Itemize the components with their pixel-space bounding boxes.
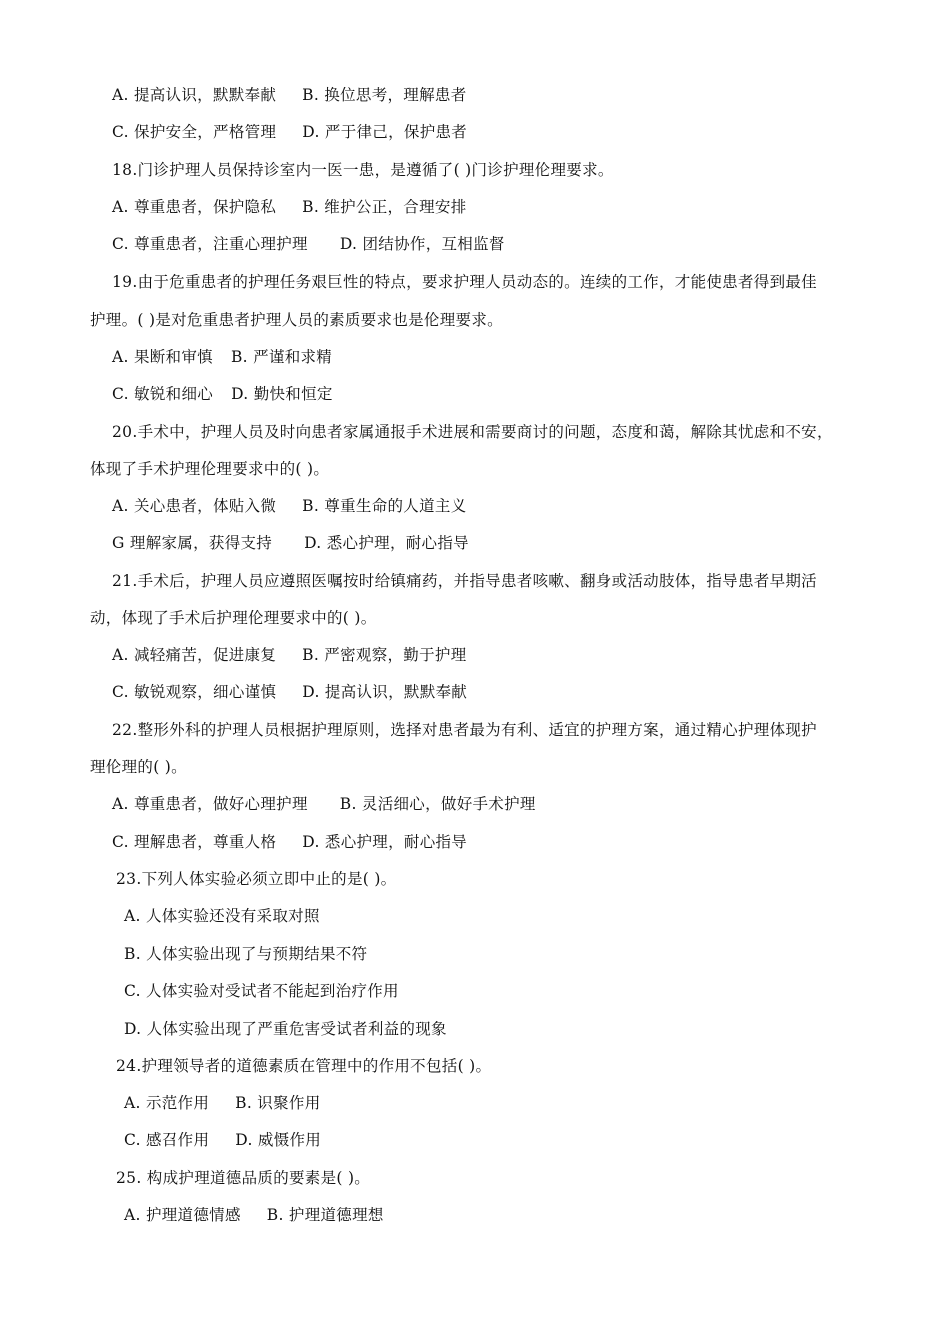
option-a: A. 尊重患者，保护隐私 xyxy=(112,198,277,216)
option-row xyxy=(112,681,467,703)
question-23-stem xyxy=(116,868,397,890)
option-row xyxy=(124,1204,384,1226)
option-a: A. 减轻痛苦，促进康复 xyxy=(112,646,277,664)
question-number: 19. xyxy=(112,273,138,291)
option-row xyxy=(112,495,467,517)
option-d: D. 严于律己，保护患者 xyxy=(302,123,468,141)
option-d: D. 悉心护理，耐心指导 xyxy=(304,534,469,552)
option-b: B. 灵活细心，做好手术护理 xyxy=(339,795,536,813)
option-a: A. 提高认识，默默奉献 xyxy=(112,86,277,104)
question-number: 18. xyxy=(112,161,138,179)
option-row xyxy=(124,943,367,965)
question-text: 动，体现了手术后护理伦理要求中的( )。 xyxy=(90,609,377,627)
option-d: D. 勤快和恒定 xyxy=(231,385,333,403)
question-21-stem xyxy=(112,570,817,592)
option-row xyxy=(112,793,536,815)
option-d: D. 人体实验出现了严重危害受试者利益的现象 xyxy=(124,1020,447,1038)
question-21-stem-cont xyxy=(90,607,377,629)
option-row xyxy=(112,121,467,143)
option-a: A. 果断和审慎 xyxy=(112,348,213,366)
option-b: B. 换位思考，理解患者 xyxy=(302,86,467,104)
question-22-stem-cont xyxy=(90,756,187,778)
option-row xyxy=(112,644,467,666)
question-number: 22. xyxy=(112,721,138,739)
option-b: B. 护理道德理想 xyxy=(266,1206,384,1224)
option-b: B. 严谨和求精 xyxy=(230,348,333,366)
question-number: 20. xyxy=(112,423,138,441)
option-row xyxy=(124,1129,321,1151)
question-text: 构成护理道德品质的要素是( )。 xyxy=(141,1169,371,1187)
option-c: C. 敏锐和细心 xyxy=(112,385,214,403)
question-text: 体现了手术护理伦理要求中的( )。 xyxy=(90,460,330,478)
option-c: G 理解家属，获得支持 xyxy=(112,534,273,552)
option-row xyxy=(124,980,399,1002)
question-22-stem xyxy=(112,719,817,741)
question-text: 理伦理的( )。 xyxy=(90,758,187,776)
option-a: A. 示范作用 xyxy=(124,1094,210,1112)
question-number: 23. xyxy=(116,870,142,888)
option-row xyxy=(112,233,505,255)
question-number: 21. xyxy=(112,572,138,590)
question-20-stem xyxy=(112,421,833,443)
option-c: C. 人体实验对受试者不能起到治疗作用 xyxy=(124,982,399,1000)
question-text: 手术中，护理人员及时向患者家属通报手术进展和需要商讨的问题，态度和蔼，解除其忧虑和不安， xyxy=(137,423,833,441)
option-b: B. 尊重生命的人道主义 xyxy=(302,497,467,515)
question-text: 门诊护理人员保持诊室内一医一患，是遵循了( )门诊护理伦理要求。 xyxy=(137,161,614,179)
option-d: D. 威慑作用 xyxy=(235,1131,322,1149)
option-row xyxy=(124,1092,321,1114)
question-18-stem xyxy=(112,159,614,181)
question-text: 护理。( )是对危重患者护理人员的素质要求也是伦理要求。 xyxy=(90,311,503,329)
option-row xyxy=(112,196,467,218)
option-a: A. 关心患者，体贴入微 xyxy=(112,497,277,515)
option-b: B. 严密观察，勤于护理 xyxy=(302,646,467,664)
option-d: D. 提高认识，默默奉献 xyxy=(302,683,468,701)
question-19-stem-cont xyxy=(90,309,503,331)
option-b: B. 人体实验出现了与预期结果不符 xyxy=(124,945,368,963)
option-d: D. 团结协作，互相监督 xyxy=(339,235,505,253)
question-text: 护理领导者的道德素质在管理中的作用不包括( )。 xyxy=(141,1057,492,1075)
question-25-stem xyxy=(116,1167,370,1189)
option-row xyxy=(112,383,333,405)
question-text: 手术后，护理人员应遵照医嘱按时给镇痛药，并指导患者咳嗽、翻身或活动肢体，指导患者早期活 xyxy=(137,572,817,590)
question-text: 整形外科的护理人员根据护理原则，选择对患者最为有利、适宜的护理方案，通过精心护理体现护 xyxy=(137,721,817,739)
question-text: 下列人体实验必须立即中止的是( )。 xyxy=(141,870,397,888)
question-24-stem xyxy=(116,1055,491,1077)
option-b: B. 维护公正，合理安排 xyxy=(302,198,467,216)
option-c: C. 敏锐观察，细心谨慎 xyxy=(112,683,277,701)
option-row xyxy=(112,831,467,853)
question-19-stem xyxy=(112,271,817,293)
option-row xyxy=(124,905,320,927)
option-a: A. 护理道德情感 xyxy=(124,1206,241,1224)
option-row xyxy=(112,84,467,106)
option-row xyxy=(124,1018,447,1040)
question-number: 25. xyxy=(116,1169,142,1187)
question-20-stem-cont xyxy=(90,458,329,480)
option-a: A. 人体实验还没有采取对照 xyxy=(124,907,320,925)
option-c: C. 感召作用 xyxy=(124,1131,210,1149)
option-c: C. 理解患者，尊重人格 xyxy=(112,833,277,851)
option-d: D. 悉心护理，耐心指导 xyxy=(302,833,468,851)
option-row xyxy=(112,532,469,554)
option-row xyxy=(112,346,332,368)
option-a: A. 尊重患者，做好心理护理 xyxy=(112,795,308,813)
option-c: C. 尊重患者，注重心理护理 xyxy=(112,235,308,253)
option-c: C. 保护安全，严格管理 xyxy=(112,123,277,141)
option-b: B. 识聚作用 xyxy=(235,1094,321,1112)
question-number: 24. xyxy=(116,1057,142,1075)
question-text: 由于危重患者的护理任务艰巨性的特点，要求护理人员动态的。连续的工作，才能使患者得到最佳 xyxy=(137,273,817,291)
